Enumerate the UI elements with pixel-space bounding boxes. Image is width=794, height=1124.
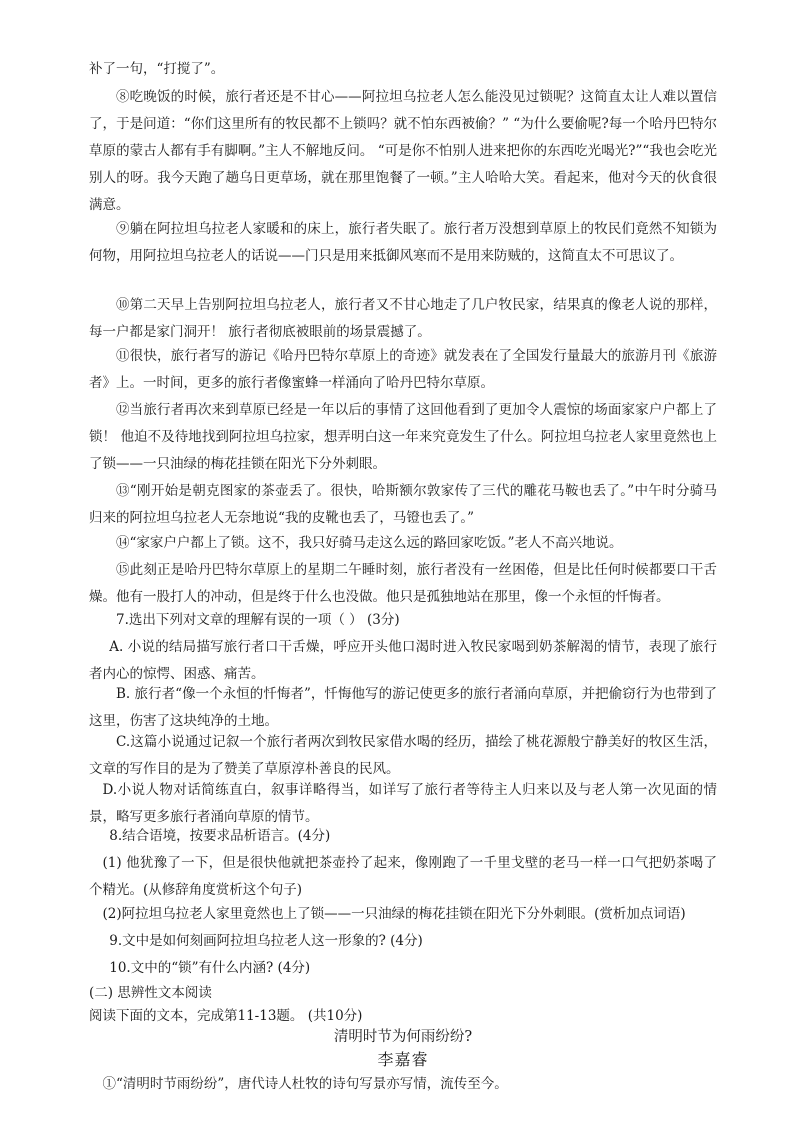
section-heading: (二) 思辨性文本阅读 [89,985,212,1001]
article-title: 清明时节为何雨纷纷? [333,1029,473,1045]
question-7-option-c: C.这篇小说通过记叙一个旅行者两次到牧民家借水喝的经历，描绘了桃花源般宁静美好的牧区生活，文章的写作目的是为了赞美了草原淳朴善良的民风。 [89,734,717,777]
question-8-part-2: (2)阿拉坦乌拉老人家里竟然也上了锁——一只油绿的梅花挂锁在阳光下分外刺眼。(赏析加点词语) [102,906,686,922]
paragraph-13: ⑬“刚开始是朝克图家的茶壶丢了。很快，哈斯额尔敦家传了三代的雕花马鞍也丢了。”中午时分骑马归来的阿拉坦乌拉老人无奈地说“我的皮靴也丢了，马镫也丢了。” [89,483,717,526]
question-7-option-d: D.小说人物对话简练直白，叙事详略得当，如详写了旅行者等待主人归来以及与老人第一次见面的情景，略写更多旅行者涌向草原的情节。 [89,782,717,825]
question-8-part-1: (1) 他犹豫了一下，但是很快他就把茶壶拎了起来，像刚跑了一千里戈壁的老马一样一口气把奶茶喝了个精光。(从修辞角度赏析这个句子) [89,855,717,898]
paragraph-15: ⑮此刻正是哈丹巴特尔草原上的星期二午睡时刻，旅行者没有一丝困倦，但是比任何时候都要口干舌燥。他有一股打人的冲动，但是终于什么也没做。他只是孤独地站在那里，像一个永恒的忏悔者。 [89,562,717,605]
paragraph-12: ⑫当旅行者再次来到草原已经是一年以后的事情了这回他看到了更加令人震惊的场面家家户户都上了锁！ 他迫不及待地找到阿拉坦乌拉家，想弄明白这一年来究竟发生了什么。阿拉坦乌拉老人家里竟然也上了锁——一只油绿的梅花挂锁在阳光下分外刺眼。 [89,402,717,472]
paragraph-11: ⑪很快，旅行者写的游记《哈丹巴特尔草原上的奇迹》就发表在了全国发行量最大的旅游月刊《旅游者》上。一时间，更多的旅行者像蜜蜂一样涌向了哈丹巴特尔草原。 [89,348,717,391]
question-7-option-b: B. 旅行者“像一个永恒的忏悔者”，忏悔他写的游记使更多的旅行者涌向草原，并把偷窃行为也带到了这里，伤害了这块纯净的土地。 [89,686,717,729]
question-9: 9.文中是如何刻画阿拉坦乌拉老人这一形象的? (4分) [109,933,423,949]
question-8: 8.结合语境，按要求品析语言。(4分) [109,828,331,844]
article-author: 李嘉睿 [377,1050,429,1069]
article-paragraph-1: ①“清明时节雨纷纷”，唐代诗人杜牧的诗句写景亦写情，流传至今。 [102,1076,508,1092]
paragraph-continuation: 补了一句，“打搅了”。 [89,61,225,77]
paragraph-14: ⑭“家家户户都上了锁。这不，我只好骑马走这么远的路回家吃饭。”老人不高兴地说。 [116,535,623,551]
paragraph-10: ⑩第二天早上告别阿拉坦乌拉老人，旅行者又不甘心地走了几户牧民家，结果真的像老人说的那样，每一户都是家门洞开！ 旅行者彻底被眼前的场景震撼了。 [89,297,717,340]
question-10: 10.文中的“锁”有什么内涵? (4分) [109,960,311,976]
reading-instruction: 阅读下面的文本，完成第11-13题。 (共10分) [89,1008,363,1024]
paragraph-8: ⑧吃晚饭的时候，旅行者还是不甘心——阿拉坦乌拉老人怎么能没见过锁呢？这简直太让人难以置信了，于是问道：“你们这里所有的牧民都不上锁吗？就不怕东西被偷？” “为什么要偷呢?每一个哈丹巴特尔草原的蒙古人都有手有脚啊。”主人不解地反问。 “可是你不怕别人进来把你的东西吃光喝光?”“我也会吃光别人的呀。我今天跑了趟乌日更草场，就在那里饱餐了一顿。”主人哈哈大笑。看起来，他对今天的伙食很满意。 [89,89,717,213]
question-7-option-a: A. 小说的结局描写旅行者口干舌燥，呼应开头他口渴时进入牧民家喝到奶茶解渴的情节，表现了旅行者内心的惊愕、困惑、痛苦。 [89,639,717,682]
question-7: 7.选出下列对文章的理解有误的一项（ ） (3分) [116,612,400,628]
paragraph-9: ⑨躺在阿拉坦乌拉老人家暖和的床上，旅行者失眠了。旅行者万没想到草原上的牧民们竟然不知锁为何物，用阿拉坦乌拉老人的话说——门只是用来抵御风寒而不是用来防贼的，这简直太不可思议了。 [89,221,717,264]
